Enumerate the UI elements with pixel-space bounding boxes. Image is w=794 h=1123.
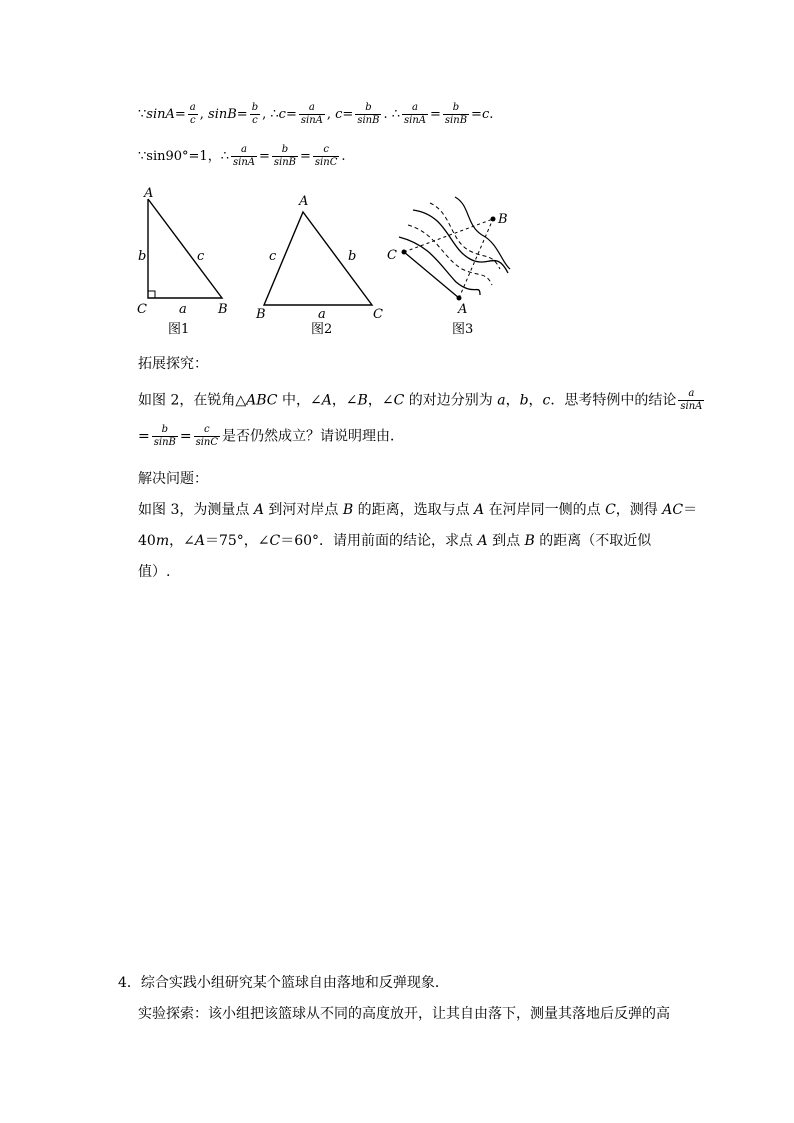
formula-line-2: ∵sin90°=1，∴ $\frac{a}{\sin A}$ = $\frac{b}{\sin B}$ = $\frac{c}{\sin C}$ . [138, 144, 346, 168]
fig3-label-C: C [387, 248, 397, 263]
fraction-b-over-sinB-l2: $\frac{b}{\sin B}$ [273, 144, 297, 168]
fraction-b-over-sinB-2: $\frac{b}{\sin B}$ [444, 102, 468, 126]
ext-fraction-b-over-sinB: $\frac{b}{\sin B}$ [153, 424, 176, 448]
fig2-label-B: B [256, 307, 266, 322]
figure-2-acute-triangle [255, 194, 383, 337]
fig3-label-B: B [498, 212, 508, 227]
fraction-c-over-sinC-l2: $\frac{c}{\sin C}$ [314, 144, 338, 168]
fraction-a-over-sinA-2: $\frac{a}{\sin A}$ [404, 102, 427, 126]
fig2-label-b: b [348, 249, 357, 264]
formula-line-1: ∵sinA= $\frac{a}{c}$ , sinB= $\frac{b}{c}$ , ∴c= $\frac{a}{\sin A}$ , c= $\frac{b}{\sin B}$ . ∴ $\frac{a}{\sin A}$ = $\frac{b}{\sin B}$ =c. [138, 102, 494, 126]
sinB-term: sinB [208, 107, 237, 122]
sin90-term: sin90° [146, 149, 189, 164]
because-symbol: ∵ [138, 107, 147, 122]
fig1-caption: 图1 [168, 322, 190, 337]
ext-fraction-a-over-sinA: $\frac{a}{\sin A}$ [680, 388, 703, 412]
fig1-label-A: A [144, 186, 154, 201]
extension-line-2: = $\frac{b}{\sin B}$ = $\frac{c}{\sin C}$ 是否仍然成立？请说明理由． [138, 424, 405, 448]
figures-area [130, 185, 530, 340]
fraction-b-over-sinB: $\frac{b}{\sin B}$ [357, 102, 380, 126]
fig2-label-a: a [318, 307, 326, 322]
fig1-label-B: B [218, 302, 228, 317]
therefore-symbol: ∴ [270, 107, 279, 122]
question-number: 4． [118, 975, 141, 991]
question-4-text: 综合实践小组研究某个篮球自由落地和反弹现象． [140, 975, 449, 991]
solve-line-2: 40m，∠A＝75°，∠C＝60°．请用前面的结论，求点 A 到点 B 的距离（不取近似 [138, 533, 652, 549]
extension-line-1: 如图 2，在锐角△ABC 中，∠A，∠B，∠C 的对边分别为 a，b，c．思考特例中的结论 $\frac{a}{\sin A}$ [138, 388, 703, 412]
fig3-label-A: A [458, 302, 468, 317]
fraction-b-over-c: $\frac{b}{c}$ [251, 102, 259, 126]
fig1-label-C: C [137, 302, 147, 317]
fig1-label-b: b [138, 249, 147, 264]
fig3-caption: 图3 [452, 322, 474, 337]
fraction-a-over-sinA-l2: $\frac{a}{\sin A}$ [232, 144, 255, 168]
fraction-a-over-sinA: $\frac{a}{\sin A}$ [300, 102, 323, 126]
solve-line-1: 如图 3，为测量点 A 到河对岸点 B 的距离，选取与点 A 在河岸同一侧的点 C，测得 AC＝ [138, 502, 698, 518]
fraction-a-over-c: $\frac{a}{c}$ [189, 102, 196, 126]
question-4-line-2: 实验探索：该小组把该篮球从不同的高度放开，让其自由落下，测量其落地后反弹的高 [138, 1006, 670, 1022]
figure-1-right-triangle [137, 186, 228, 337]
extension-heading: 拓展探究： [138, 356, 208, 372]
fig2-label-A: A [299, 194, 309, 209]
question-4-title [118, 972, 449, 992]
fig2-caption: 图2 [311, 322, 333, 337]
figure-3-river [387, 197, 510, 337]
solve-heading: 解决问题： [138, 471, 208, 487]
sinA-term: sinA [146, 107, 175, 122]
fig1-label-a: a [179, 302, 187, 317]
fig2-label-c: c [269, 249, 277, 264]
fig1-label-c: c [197, 249, 205, 264]
fig2-label-C: C [373, 307, 383, 322]
ext-fraction-c-over-sinC: $\frac{c}{\sin C}$ [195, 424, 219, 448]
solve-line-3: 值）. [138, 564, 171, 580]
